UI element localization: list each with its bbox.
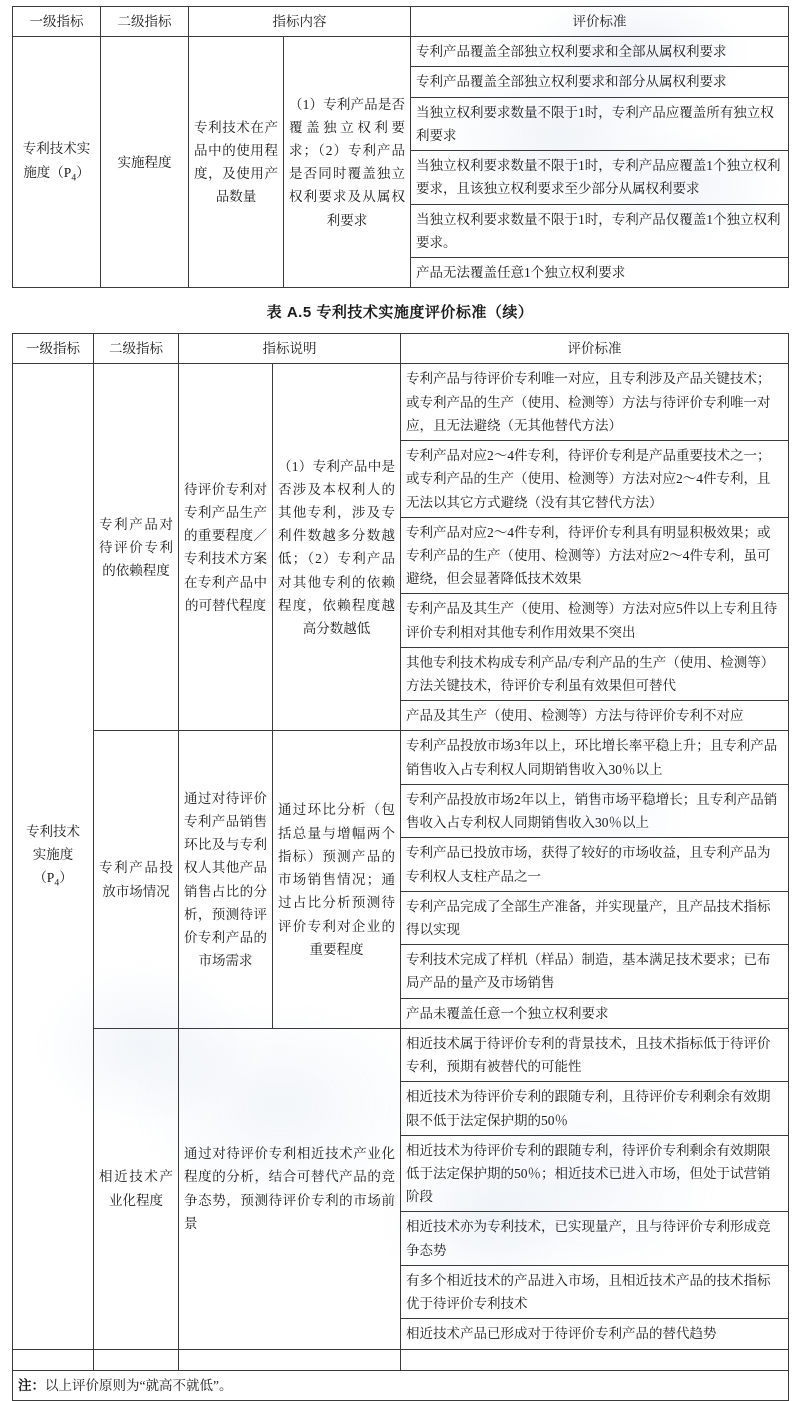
cell-criteria: 相近技术为待评价专利的跟随专利，待评价专利剩余有效期限低于法定保护期的50％；相近技术已进入市场，但处于试营销阶段 xyxy=(401,1135,789,1212)
level1-indicator-label: 专利技术实 施度$(P_4)$ xyxy=(22,141,91,184)
header-indicator-explanation: 指标说明 xyxy=(179,334,401,364)
cell-criteria: 当独立权利要求数量不限于1时，专利产品仅覆盖1个独立权利要求。 xyxy=(411,204,789,257)
table-row xyxy=(13,1028,789,1081)
cell-level2-indicator: 专利产品投放市场情况 xyxy=(94,731,179,1028)
header-level2: 二级指标 xyxy=(94,334,179,364)
cell-criteria: 专利技术完成了样机（样品）制造，基本满足技术要求；已布局产品的量产及市场销售 xyxy=(401,945,789,998)
table-row xyxy=(13,364,789,441)
header-level1: 一级指标 xyxy=(13,334,94,364)
header-criteria: 评价标准 xyxy=(411,7,789,37)
table-note-row xyxy=(13,1370,789,1400)
table-row xyxy=(13,731,789,784)
spacer-cell xyxy=(13,1349,94,1370)
cell-level2-indicator: 专利产品对待评价专利的依赖程度 xyxy=(94,364,179,731)
spacer-cell xyxy=(179,1349,401,1370)
cell-criteria: 相近技术产品已形成对于待评价专利产品的替代趋势 xyxy=(401,1319,789,1349)
cell-criteria: 专利产品覆盖全部独立权利要求和全部从属权利要求 xyxy=(411,37,789,67)
note-text: 以上评价原则为“就高不就低”。 xyxy=(45,1377,233,1393)
table-spacer-row xyxy=(13,1349,789,1370)
spacer-cell xyxy=(94,1349,179,1370)
cell-criteria: 专利产品已投放市场，获得了较好的市场收益，且专利产品为专利权人支柱产品之一 xyxy=(401,838,789,891)
note-label: 注： xyxy=(18,1377,45,1393)
cell-criteria: 专利产品投放市场2年以上，销售市场平稳增长；且专利产品销售收入占专利权人同期销售收入30％以上 xyxy=(401,784,789,837)
cell-criteria: 专利产品投放市场3年以上，环比增长率平稳上升；且专利产品销售收入占专利权人同期销售收入30％以上 xyxy=(401,731,789,784)
cell-criteria: 其他专利技术构成专利产品/专利产品的生产（使用、检测等）方法关键技术，待评价专利虽有效果但可替代 xyxy=(401,647,789,700)
cell-criteria: 当独立权利要求数量不限于1时，专利产品应覆盖所有独立权利要求 xyxy=(411,97,789,150)
cell-level1-indicator xyxy=(13,37,101,288)
table-caption: 表 A.5 专利技术实施度评价标准（续） xyxy=(266,304,534,322)
header-indicator-content: 指标内容 xyxy=(189,7,411,37)
cell-criteria: 专利产品覆盖全部独立权利要求和部分从属权利要求 xyxy=(411,67,789,97)
header-level1: 一级指标 xyxy=(13,7,101,37)
header-criteria: 评价标准 xyxy=(401,334,789,364)
cell-criteria: 专利产品对应2～4件专利，待评价专利是产品重要技术之一；或专利产品的生产（使用、检测等）方法对应2～4件专利，且无法以其它方式避绕（没有其它替代方法） xyxy=(401,441,789,518)
cell-criteria: 产品未覆盖任意一个独立权利要求 xyxy=(401,998,789,1028)
table-row xyxy=(13,37,789,67)
table-header-row xyxy=(13,7,789,37)
level1-indicator-label: 专利技术 实施度 $(P_4)$ xyxy=(26,824,80,890)
cell-criteria: 相近技术亦为专利技术，已实现量产，且与待评价专利形成竞争态势 xyxy=(401,1212,789,1265)
cell-level2-indicator: 相近技术产业化程度 xyxy=(94,1028,179,1349)
spacer-cell xyxy=(401,1349,789,1370)
cell-criteria: 专利产品及其生产（使用、检测等）方法对应5件以上专利且待评价专利相对其他专利作用效果不突出 xyxy=(401,594,789,647)
header-level2: 二级指标 xyxy=(101,7,189,37)
cell-level2-indicator: 实施程度 xyxy=(101,37,189,288)
cell-criteria: 专利产品对应2～4件专利，待评价专利具有明显积极效果；或专利产品的生产（使用、检测等）方法对应2～4件专利，虽可避绕，但会显著降低技术效果 xyxy=(401,517,789,594)
cell-criteria: 相近技术属于待评价专利的背景技术，且技术指标低于待评价专利，预期有被替代的可能性 xyxy=(401,1028,789,1081)
cell-indicator-desc-b: （1）专利产品是否覆盖独立权利要求；（2）专利产品是否同时覆盖独立权利要求及从属权利要求 xyxy=(284,37,411,288)
cell-criteria: 专利产品与待评价专利唯一对应，且专利涉及产品关键技术；或专利产品的生产（使用、检测等）方法与待评价专利唯一对应，且无法避绕（无其他替代方法） xyxy=(401,364,789,441)
table-note xyxy=(13,1370,789,1400)
cell-criteria: 产品无法覆盖任意1个独立权利要求 xyxy=(411,257,789,287)
cell-indicator-desc-b: （1）专利产品中是否涉及本权利人的其他专利，涉及专利件数越多分数越低；（2）专利产品对其他专利的依赖程度，依赖程度越高分数越低 xyxy=(273,364,401,731)
cell-indicator-desc-a: 通过对待评价专利产品销售环比及与专利权人其他产品销售占比的分析，预测待评价专利产品的市场需求 xyxy=(179,731,273,1028)
cell-indicator-desc-a: 专利技术在产品中的使用程度，及使用产品数量 xyxy=(189,37,284,288)
cell-criteria: 相近技术为待评价专利的跟随专利，且待评价专利剩余有效期限不低于法定保护期的50％ xyxy=(401,1082,789,1135)
table-header-row xyxy=(13,334,789,364)
cell-indicator-desc-a: 通过对待评价专利相近技术产业化程度的分析，结合可替代产品的竞争态势，预测待评价专利的市场前景 xyxy=(179,1028,401,1349)
cell-criteria: 专利产品完成了全部生产准备，并实现量产，且产品技术指标得以实现 xyxy=(401,891,789,944)
cell-criteria: 当独立权利要求数量不限于1时，专利产品应覆盖1个独立权利要求，且该独立权利要求至少部分从属权利要求 xyxy=(411,151,789,204)
cell-indicator-desc-b: 通过环比分析（包括总量与增幅两个指标）预测产品的市场销售情况；通过占比分析预测待评价专利对企业的重要程度 xyxy=(273,731,401,1028)
cell-indicator-desc-a: 待评价专利对专利产品生产的重要程度／专利技术方案在专利产品中的可替代程度 xyxy=(179,364,273,731)
evaluation-table-part2 xyxy=(12,333,789,1401)
cell-level1-indicator xyxy=(13,364,94,1349)
cell-criteria: 有多个相近技术的产品进入市场，且相近技术产品的技术指标优于待评价专利技术 xyxy=(401,1265,789,1318)
evaluation-table-part1 xyxy=(12,6,789,288)
cell-criteria: 产品及其生产（使用、检测等）方法与待评价专利不对应 xyxy=(401,701,789,731)
